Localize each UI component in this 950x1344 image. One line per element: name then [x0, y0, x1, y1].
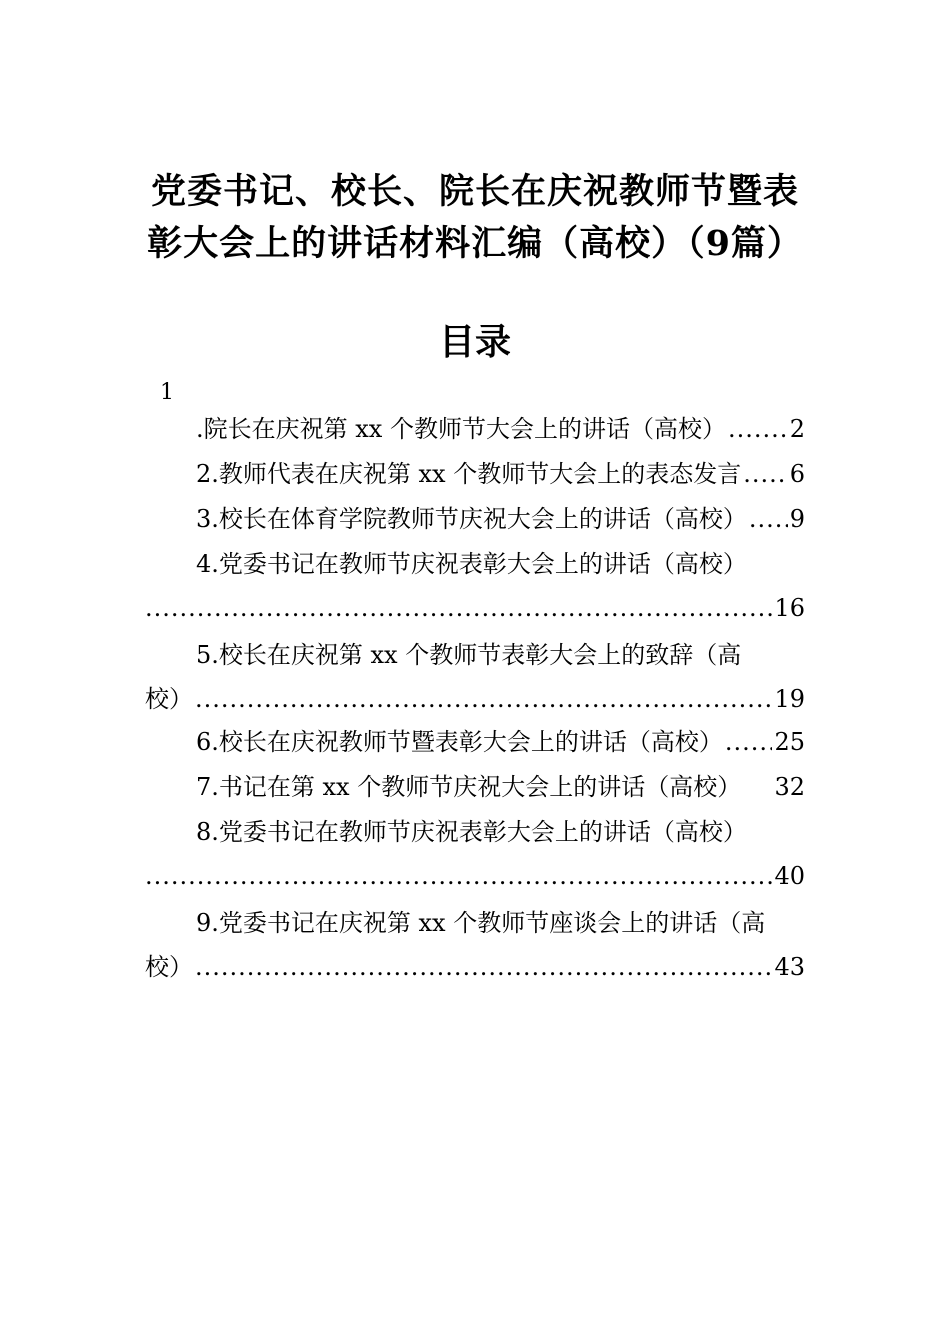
toc-entry-page: 2 — [789, 415, 805, 443]
toc-leader-dots — [145, 861, 772, 891]
toc-entry-6[interactable] — [145, 727, 805, 771]
toc-entry-page: 25 — [774, 728, 805, 756]
toc-entry-1[interactable] — [145, 414, 805, 458]
toc-entry-page: 16 — [774, 594, 805, 622]
toc-entry-text: 4.党委书记在教师节庆祝表彰大会上的讲话（高校） — [196, 550, 747, 578]
toc-entry-page: 19 — [774, 685, 805, 713]
toc-entry-3[interactable] — [145, 504, 805, 548]
toc-entry-page: 9 — [789, 505, 805, 533]
toc-entry-page: 43 — [774, 953, 805, 981]
toc-entry-5[interactable] — [145, 640, 805, 728]
toc-entry-text: 8.党委书记在教师节庆祝表彰大会上的讲话（高校） — [196, 818, 747, 846]
toc-leader-dots — [725, 727, 773, 757]
toc-entry-text: 2.教师代表在庆祝第 xx 个教师节大会上的表态发言 — [196, 460, 742, 488]
toc-entry-8[interactable] — [145, 817, 805, 905]
toc-entry-text-continued: 校） — [145, 685, 193, 713]
toc-stray-number: 1 — [160, 380, 174, 405]
toc-entry-text: 3.校长在体育学院教师节庆祝大会上的讲话（高校） — [196, 505, 747, 533]
toc-leader-dots — [195, 952, 772, 982]
toc-entry-page: 40 — [774, 862, 805, 890]
document-title-line-1: 党委书记、校长、院长在庆祝教师节暨表 — [150, 171, 799, 212]
toc-entry-page: 32 — [774, 773, 805, 801]
toc-entry-text-continued: 校） — [145, 953, 193, 981]
toc-leader-dots — [195, 684, 772, 714]
toc-leader-dots — [743, 459, 787, 489]
document-title-line-2: 彰大会上的讲话材料汇编（高校）（9篇） — [147, 223, 803, 264]
toc-entry-4[interactable] — [145, 549, 805, 637]
toc-entry-text: 6.校长在庆祝教师节暨表彰大会上的讲话（高校） — [196, 728, 723, 756]
toc-entry-page: 6 — [789, 460, 805, 488]
toc-entry-9[interactable] — [145, 908, 805, 996]
toc-heading: 目录 — [438, 321, 511, 363]
toc-entry-7[interactable] — [145, 772, 805, 816]
toc-leader-dots — [145, 593, 772, 623]
toc-entry-text: 7.书记在第 xx 个教师节庆祝大会上的讲话（高校） — [196, 773, 742, 801]
toc-leader-dots — [728, 414, 788, 444]
toc-entry-2[interactable] — [145, 459, 805, 503]
toc-entry-text: 9.党委书记在庆祝第 xx 个教师节座谈会上的讲话（高 — [196, 909, 766, 937]
toc-entry-text: 5.校长在庆祝第 xx 个教师节表彰大会上的致辞（高 — [196, 641, 742, 669]
toc-entry-text: .院长在庆祝第 xx 个教师节大会上的讲话（高校） — [196, 415, 726, 443]
toc-leader-dots — [749, 504, 788, 534]
